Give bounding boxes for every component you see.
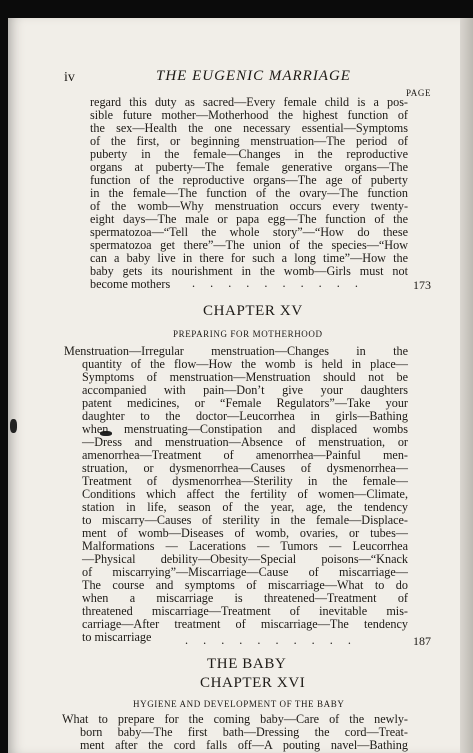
part-heading: THE BABY: [207, 656, 287, 672]
toc-line: quantity of the flow—How the womb is held in place—: [82, 357, 408, 371]
toc-line: organs at puberty—The female generative organs—The: [90, 160, 408, 174]
toc-line: struation, or dysmenorrhea—Causes of dysmenorrhea—: [82, 461, 408, 475]
toc-line: function of the reproductive organs—The age of puberty: [90, 173, 408, 187]
toc-line: when menstruating—Constipation and displaced wombs: [82, 422, 408, 436]
toc-line: daughter to the doctor—Leucorrhea in girls—Bathing: [82, 409, 408, 423]
toc-line: spermatozoa—“Tell the whole story”—“How do these: [90, 225, 408, 239]
toc-line: regard this duty as sacred—Every female child is a pos-: [90, 95, 408, 109]
toc-line: spermatozoa get there”—The union of the species—“How: [90, 238, 408, 252]
toc-line: amenorrhea—Treatment of amenorrhea—Painful men-: [82, 448, 408, 462]
toc-line: station in life, season of the year, age, the tendency: [82, 500, 408, 514]
toc-line: The course and symptoms of miscarriage—What to do: [82, 578, 408, 592]
toc-line: eight days—The male or papa egg—The function of the: [90, 212, 408, 226]
toc-line: born baby—The first bath—Dressing the cord—Treat-: [80, 725, 408, 739]
page-column-label: PAGE: [406, 88, 432, 98]
toc-line: to miscarry—Causes of sterility in the female—Displace-: [82, 513, 408, 527]
toc-line: sible future mother—Motherhood the highest function of: [90, 108, 408, 122]
toc-line: puberty in the female—Changes in the reproductive: [90, 147, 408, 161]
toc-line: Menstruation—Irregular menstruation—Changes in the: [64, 344, 408, 358]
toc-line: become mothers: [90, 277, 171, 291]
chapter-heading: CHAPTER XVI: [200, 675, 306, 691]
toc-line: can a baby live in there for such a long time”—How the: [90, 251, 408, 265]
leader-dots: . . . . . . . . . .: [185, 633, 357, 647]
toc-line: to miscarriage: [82, 630, 152, 644]
toc-line: ment after the cord falls off—A pouting navel—Bathing: [80, 738, 408, 752]
toc-line: Malformations — Lacerations — Tumors — Leucorrhea: [82, 539, 408, 553]
page-folio: iv: [64, 70, 75, 85]
toc-line: ment of womb—Diseases of womb, ovaries, or tubes—: [82, 526, 408, 540]
toc-line: Treatment of dysmenorrhea—Sterility in the female—: [82, 474, 408, 488]
toc-line: Symptoms of menstruation—Menstruation should not be: [82, 370, 408, 384]
toc-line: baby gets its nourishment in the womb—Girls must not: [90, 264, 408, 278]
toc-line: patent medicines, or “Female Regulators”—Take your: [82, 396, 408, 410]
toc-line: of the first, or beginning menstruation—The period of: [90, 134, 408, 148]
toc-line: accompanied with pain—Don’t give your daughters: [82, 383, 408, 397]
chapter-heading: CHAPTER XV: [203, 303, 303, 319]
leader-dots: . . . . . . . . . .: [192, 276, 364, 290]
toc-line: when a miscarriage is threatened—Treatment of: [82, 591, 408, 605]
toc-line: the sex—Health the one necessary essential—Symptoms: [90, 121, 408, 135]
chapter-subheading: HYGIENE AND DEVELOPMENT OF THE BABY: [133, 699, 345, 709]
page-number: 187: [413, 634, 431, 648]
toc-line: Conditions which affect the fertility of women—Climate,: [82, 487, 408, 501]
toc-line: threatened miscarriage—Treatment of inevitable mis-: [82, 604, 408, 618]
toc-line: —Dress and menstruation—Absence of menstruation, or: [82, 435, 408, 449]
page-edge: [460, 18, 473, 753]
running-title: THE EUGENIC MARRIAGE: [156, 68, 351, 84]
toc-line: of miscarrying”—Miscarriage—Cause of miscarriage—: [82, 565, 408, 579]
toc-line: carriage—After treatment of miscarriage—The tendency: [82, 617, 408, 631]
toc-line: in the female—The function of the ovary—The function: [90, 186, 408, 200]
toc-line: What to prepare for the coming baby—Care of the newly-: [62, 712, 408, 726]
toc-line: of the womb—Why menstruation occurs every twenty-: [90, 199, 408, 213]
chapter-subheading: PREPARING FOR MOTHERHOOD: [173, 329, 323, 339]
toc-line: —Physical debility—Obesity—Special poisons—“Knack: [82, 552, 408, 566]
ink-smudge: [10, 419, 17, 433]
page-number: 173: [413, 278, 431, 292]
